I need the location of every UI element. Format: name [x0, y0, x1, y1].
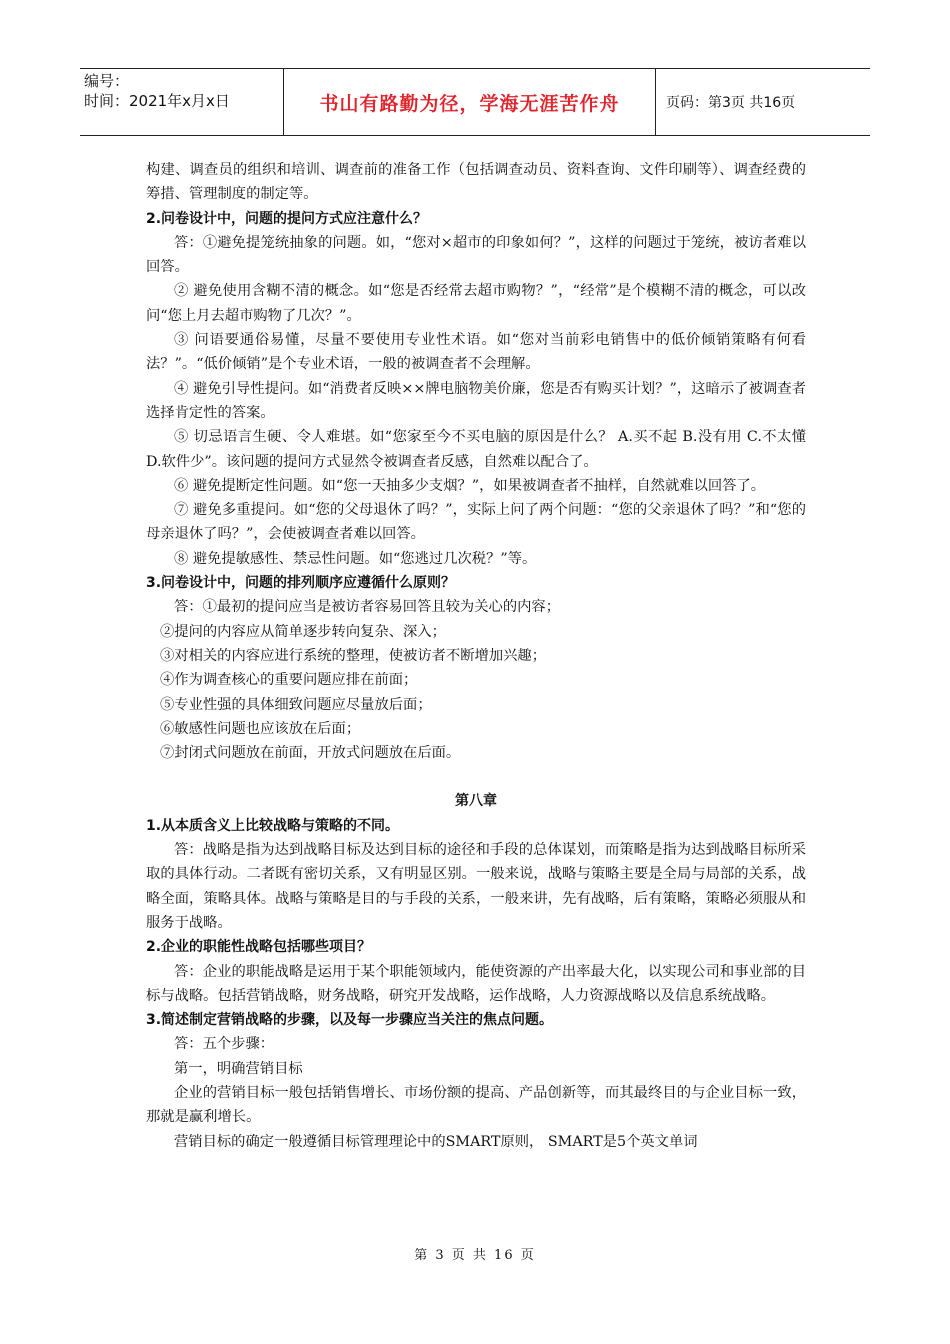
answer-paragraph: 营销目标的确定一般遵循目标管理理论中的SMART原则， SMART是5个英文单词 [174, 1133, 698, 1150]
answer-paragraph: 答：战略是指为达到战略目标及达到目标的途径和手段的总体谋划，而策略是指为达到战略目标所采取的具体行动。二者既有密切关系，又有明显区别。一般来说，战略与策略主要是全局与局部的关系，战略全面，策略具体。战略与策略是目的与手段的关系，一般来讲，先有战略，后有策略，策略必须服从和服务于战略。 [146, 842, 806, 931]
answer-paragraph: 答：企业的职能战略是运用于某个职能领域内，能使资源的产出率最大化，以实现公司和事业部的目标与战略。包括营销战略，财务战略，研究开发战略，运作战略，人力资源战略以及信息系统战略。 [146, 963, 806, 1004]
answer-paragraph: ② 避免使用含糊不清的概念。如“您是否经常去超市购物？”，“经常”是个模糊不清的概念，可以改问“您上月去超市购物了几次？”。 [146, 283, 806, 324]
answer-paragraph: 企业的营销目标一般包括销售增长、市场份额的提高、产品创新等，而其最终目的与企业目标一致，那就是赢利增长。 [146, 1084, 806, 1126]
question-heading: 3.问卷设计中，问题的排列顺序应遵循什么原则？ [146, 575, 456, 592]
header-page-cell [656, 69, 870, 135]
answer-paragraph: ⑥ 避免提断定性问题。如“您一天抽多少支烟？”，如果被调查者不抽样，自然就难以回答了。 [174, 477, 766, 494]
list-item: ⑥敏感性问题也应该放在后面； [160, 720, 361, 737]
question-heading: 3.简述制定营销战略的步骤，以及每一步骤应当关注的焦点问题。 [146, 1012, 554, 1029]
answer-paragraph: 第一，明确营销目标 [174, 1060, 303, 1077]
document-body [146, 158, 806, 1154]
list-item: ④作为调查核心的重要问题应排在前面； [160, 672, 418, 689]
question-heading: 2.企业的职能性战略包括哪些项目？ [146, 939, 372, 956]
document-number-label: 编号： [84, 72, 130, 90]
header-page-number: 页码：第3页 共16页 [666, 95, 796, 111]
page-footer: 第 3 页 共 16 页 [414, 1248, 536, 1263]
header-motto: 书山有路勤为径，学海无涯苦作舟 [319, 92, 620, 115]
answer-paragraph: 答：①避免提笼统抽象的问题。如，“您对×超市的印象如何？”，这样的问题过于笼统，被访者难以回答。 [146, 234, 806, 276]
header-meta [80, 69, 283, 135]
document-date-label: 时间：2021年x月x日 [84, 92, 230, 110]
paragraph: 构建、调查员的组织和培训、调查前的准备工作（包括调查动员、资料查询、文件印刷等）、调查经费的筹措、管理制度的制定等。 [146, 162, 806, 203]
list-item: ③对相关的内容应进行系统的整理，使被访者不断增加兴趣； [160, 647, 547, 664]
question-heading: 1.从本质含义上比较战略与策略的不同。 [146, 817, 400, 834]
list-item: ⑤专业性强的具体细致问题应尽量放后面； [160, 696, 432, 713]
page-header [80, 68, 870, 136]
header-motto-cell [283, 69, 656, 135]
list-item: ②提问的内容应从简单逐步转向复杂、深入； [160, 623, 446, 640]
list-item: ⑦封闭式问题放在前面，开放式问题放在后面。 [160, 745, 461, 762]
question-heading: 2.问卷设计中，问题的提问方式应注意什么？ [146, 210, 428, 227]
answer-paragraph: ⑦ 避免多重提问。如“您的父母退休了吗？”，实际上问了两个问题：“您的父亲退休了吗？”和“您的母亲退休了吗？”，会使被调查者难以回答。 [146, 502, 806, 543]
answer-paragraph: 答：①最初的提问应当是被访者容易回答且较为关心的内容； [174, 599, 561, 616]
answer-paragraph: 答：五个步骤： [174, 1036, 275, 1053]
answer-paragraph: ⑧ 避免提敏感性、禁忌性问题。如“您逃过几次税？”等。 [174, 550, 537, 567]
chapter-title: 第八章 [455, 793, 497, 810]
answer-paragraph: ⑤ 切忌语言生硬、令人难堪。如“您家至今不买电脑的原因是什么？ A.买不起 B.没有用 C.不太懂 D.软件少”。该问题的提问方式显然令被调查者反感，自然难以配合了。 [146, 429, 806, 470]
answer-paragraph: ③ 问语要通俗易懂，尽量不要使用专业性术语。如“您对当前彩电销售中的低价倾销策略有何看法？”。“低价倾销”是个专业术语，一般的被调查者不会理解。 [146, 332, 806, 373]
answer-paragraph: ④ 避免引导性提问。如“消费者反映××牌电脑物美价廉，您是否有购买计划？”，这暗示了被调查者选择肯定性的答案。 [146, 380, 806, 421]
